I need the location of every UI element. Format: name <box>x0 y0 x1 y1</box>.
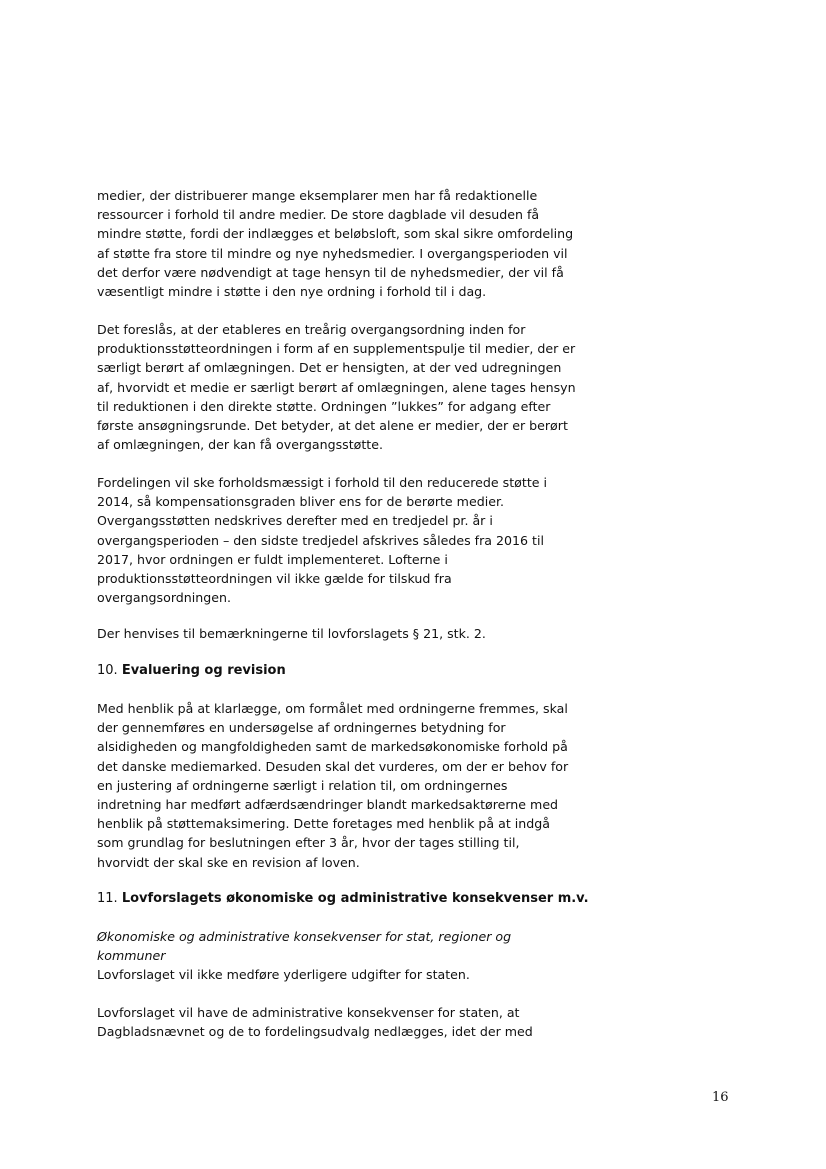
text-line: Med henblik på at klarlægge, om formålet med ordningerne fremmes, skal <box>97 701 568 716</box>
text-line: Overgangsstøtten nedskrives derefter med en tredjedel pr. år i <box>97 513 493 529</box>
text-line: alsidigheden og mangfoldigheden samt de markedsøkonomiske forhold på <box>97 739 568 755</box>
section-number: 10. <box>97 663 118 678</box>
paragraph-media-support <box>97 186 617 301</box>
text-line: medier, der distribuerer mange eksemplarer men har få redaktionelle <box>97 188 538 203</box>
subheading-consequences <box>97 927 617 965</box>
text-line: det derfor være nødvendigt at tage hensyn til de nyhedsmedier, der vil få <box>97 264 564 280</box>
paragraph-reference <box>97 624 617 643</box>
section-title: Evaluering og revision <box>121 663 286 678</box>
text-line: Lovforslaget vil ikke medføre yderligere udgifter for staten. <box>97 967 470 982</box>
text-line: som grundlag for beslutningen efter 3 år, hvor der tages stilling til, <box>97 835 520 851</box>
text-line: overgangsperioden – den sidste tredjedel afskrives således fra 2016 til <box>97 532 544 548</box>
text-line: Fordelingen vil ske forholdsmæssigt i forhold til den reducerede støtte i <box>97 475 548 490</box>
text-line: der gennemføres en undersøgelse af ordningernes betydning for <box>97 720 506 736</box>
paragraph-distribution <box>97 473 617 607</box>
text-line: Dagbladsnævnet og de to fordelingsudvalg nedlægges, idet der med <box>97 1024 533 1040</box>
text-line: overgangsordningen. <box>97 590 231 606</box>
text-line: Det foreslås, at der etableres en treårig overgangsordning inden for <box>97 322 526 337</box>
text-line: kommuner <box>97 948 166 964</box>
section-number: 11. <box>97 891 118 906</box>
text-line: produktionsstøtteordningen vil ikke gælde for tilskud fra <box>97 571 452 587</box>
text-line: 2017, hvor ordningen er fuldt implementeret. Lofterne i <box>97 551 448 567</box>
section-heading-11 <box>97 889 589 908</box>
section-heading-10 <box>97 661 286 680</box>
text-line: 2014, så kompensationsgraden bliver ens for de berørte medier. <box>97 494 504 510</box>
section-title: Lovforslagets økonomiske og administrative konsekvenser m.v. <box>121 891 589 906</box>
text-line: hvorvidt der skal ske en revision af loven. <box>97 854 360 870</box>
paragraph-no-costs <box>97 965 617 984</box>
text-line: ressourcer i forhold til andre medier. De store dagblade vil desuden få <box>97 207 540 223</box>
paragraph-evaluation <box>97 699 617 872</box>
text-line: af støtte fra store til mindre og nye nyhedsmedier. I overgangsperioden vil <box>97 245 568 261</box>
text-line: mindre støtte, fordi der indlægges et beløbsloft, som skal sikre omfordeling <box>97 226 574 242</box>
text-line: produktionsstøtteordningen i form af en supplementspulje til medier, der er <box>97 341 576 357</box>
text-line: væsentligt mindre i støtte i den nye ordning i forhold til i dag. <box>97 284 487 300</box>
text-line: særligt berørt af omlægningen. Det er hensigten, at der ved udregningen <box>97 360 562 376</box>
text-line: af, hvorvidt et medie er særligt berørt af omlægningen, alene tages hensyn <box>97 379 576 395</box>
text-line: en justering af ordningerne særligt i relation til, om ordningernes <box>97 777 508 793</box>
paragraph-transition-scheme <box>97 320 617 454</box>
text-line: til reduktionen i den direkte støtte. Ordningen ”lukkes” for adgang efter <box>97 398 551 414</box>
text-line: Lovforslaget vil have de administrative konsekvenser for staten, at <box>97 1005 520 1020</box>
page-number: 16 <box>712 1090 729 1105</box>
text-line: henblik på støttemaksimering. Dette foretages med henblik på at indgå <box>97 816 550 832</box>
paragraph-administrative <box>97 1003 617 1041</box>
text-line: Der henvises til bemærkningerne til lovforslagets § 21, stk. 2. <box>97 626 486 641</box>
text-line: indretning har medført adfærdsændringer blandt markedsaktørerne med <box>97 797 559 813</box>
text-line: det danske mediemarked. Desuden skal det vurderes, om der er behov for <box>97 758 569 774</box>
text-line: af omlægningen, der kan få overgangsstøtte. <box>97 437 383 453</box>
text-line: Økonomiske og administrative konsekvenser for stat, regioner og <box>97 929 512 944</box>
text-line: første ansøgningsrunde. Det betyder, at det alene er medier, der er berørt <box>97 418 568 434</box>
